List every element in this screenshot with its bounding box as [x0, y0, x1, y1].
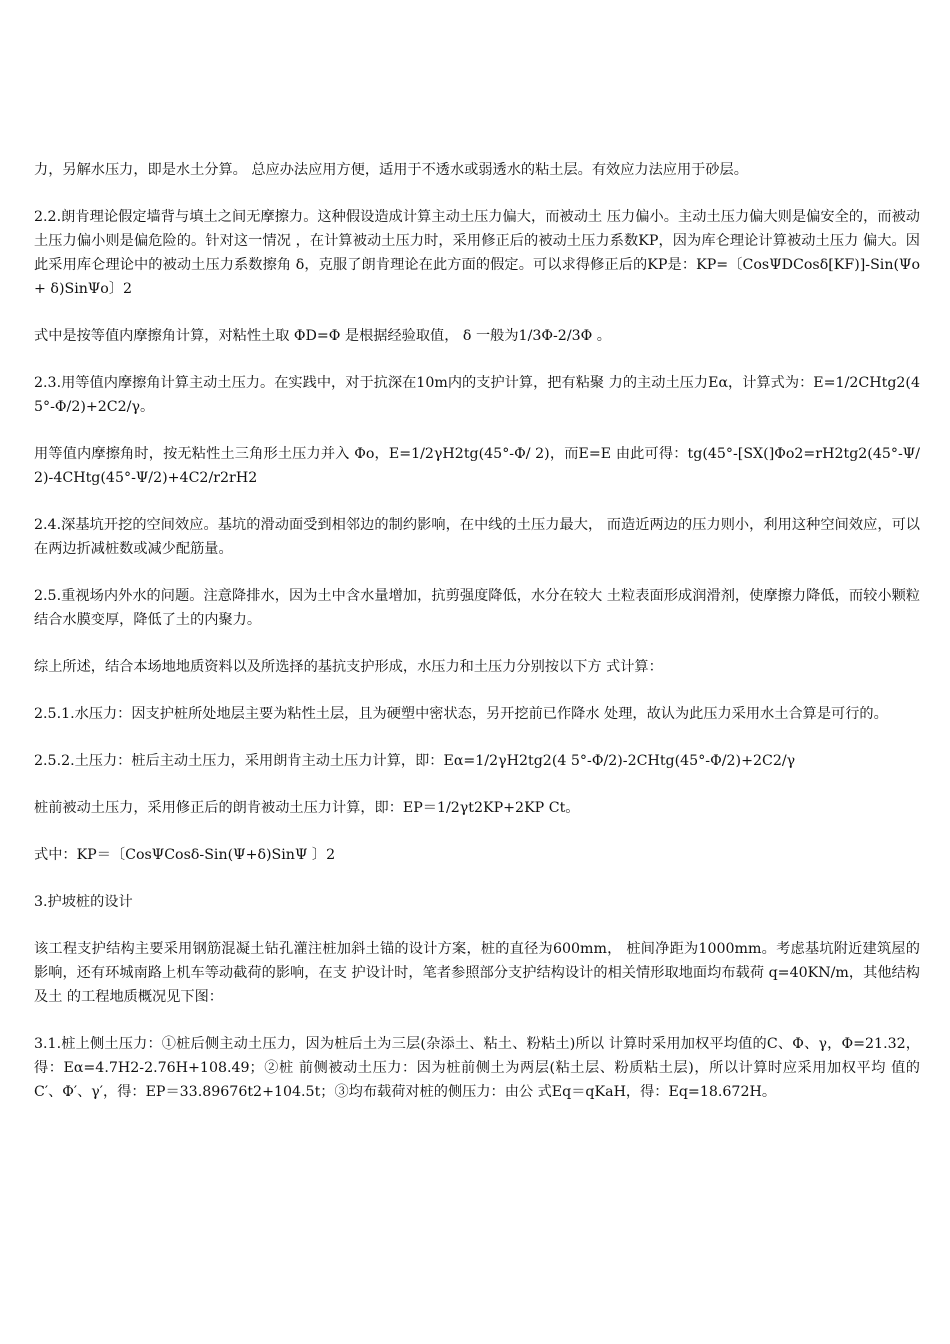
paragraph-equivalent-angle: 用等值内摩擦角时，按无粘性土三角形土压力并入 Φo，E=1/2γH2tg(45°-Φ/ 2)，而E=E 由此可得：tg(45°-[SX(]Φo2=rH2tg2(45°-Ψ/2)-4CHtg(45°-Ψ/2)+4C2/r2rH2	[34, 446, 920, 486]
document-page	[34, 158, 920, 1127]
section-heading-3: 3.护坡桩的设计	[34, 894, 133, 910]
paragraph-2-3: 2.3.用等值内摩擦角计算主动土压力。在实践中，对于抗深在10m内的支护计算，把有粘聚 力的主动土压力Eα，计算式为：E=1/2CHtg2(45°-Φ/2)+2C2/γ。	[34, 375, 920, 415]
paragraph-3-1: 3.1.桩上侧土压力：①桩后侧主动土压力，因为桩后土为三层(杂添土、粘土、粉粘土)所以 计算时采用加权平均值的C、Φ、γ，Φ=21.32，得：Eα=4.7H2-2.76H+108.49；②桩 前侧被动土压力：因为桩前侧土为两层(粘土层、粉质粘土层)，所以计算时应采用加权平均 值的C′、Φ′、γ′，得：EP＝33.89676t2+104.5t；③均布载荷对桩的侧压力：由公 式Eq＝qKaH，得：Eq=18.672H。	[34, 1036, 920, 1100]
paragraph-2-5: 2.5.重视场内外水的问题。注意降排水，因为土中含水量增加，抗剪强度降低，水分在较大 土粒表面形成润滑剂，使摩擦力降低，而较小颗粒结合水膜变厚，降低了土的内聚力。	[34, 588, 920, 628]
paragraph-kp-formula: 式中：KP＝〔CosΨCosδ-Sin(Ψ+δ)SinΨ 〕2	[34, 847, 336, 863]
paragraph-design-scheme: 该工程支护结构主要采用钢筋混凝土钻孔灌注桩加斜土锚的设计方案，桩的直径为600mm， 桩间净距为1000mm。考虑基坑附近建筑屋的影响，还有环城南路上机车等动截荷的影响，在支 护设计时，笔者参照部分支护结构设计的相关情形取地面均布载荷 q=40KN/m，其他结构及土 的工程地质概况见下图：	[34, 941, 920, 1005]
paragraph-2-2: 2.2.朗肯理论假定墙背与填土之间无摩擦力。这种假设造成计算主动土压力偏大，而被动土 压力偏小。主动土压力偏大则是偏安全的，而被动土压力偏小则是偏危险的。针对这一情况 ，在计算被动土压力时，采用修正后的被动土压力系数KP，因为库仑理论计算被动土压力 偏大。因此采用库仑理论中的被动土压力系数擦角 δ，克服了朗肯理论在此方面的假定。可以求得修正后的KP是：KP=〔CosΨDCosδ[KF)]-Sin(Ψo+ δ)SinΨo〕2	[34, 209, 920, 297]
paragraph-water-soil: 力，另解水压力，即是水土分算。 总应办法应用方便，适用于不透水或弱透水的粘土层。有效应力法应用于砂层。	[34, 162, 748, 178]
paragraph-2-5-2: 2.5.2.土压力：桩后主动土压力，采用朗肯主动土压力计算，即：Eα=1/2γH2tg2(4 5°-Φ/2)-2CHtg(45°-Φ/2)+2C2/γ	[34, 753, 796, 769]
paragraph-passive-pressure: 桩前被动土压力，采用修正后的朗肯被动土压力计算，即：EP＝1/2γt2KP+2KP Ct。	[34, 800, 580, 816]
paragraph-2-4: 2.4.深基坑开挖的空间效应。基坑的滑动面受到相邻边的制约影响，在中线的土压力最大， 而造近两边的压力则小，利用这种空间效应，可以在两边折减桩数或减少配筋量。	[34, 517, 920, 557]
paragraph-summary: 综上所述，结合本场地地质资料以及所选择的基抗支护形成，水压力和土压力分别按以下方 式计算：	[34, 659, 663, 675]
paragraph-2-5-1: 2.5.1.水压力：因支护桩所处地层主要为粘性土层，且为硬塑中密状态，另开挖前已作降水 处理，故认为此压力采用水土合算是可行的。	[34, 706, 888, 722]
paragraph-formula-note: 式中是按等值内摩擦角计算，对粘性土取 ΦD=Φ 是根据经验取值， δ 一般为1/3Φ-2/3Φ 。	[34, 328, 611, 344]
